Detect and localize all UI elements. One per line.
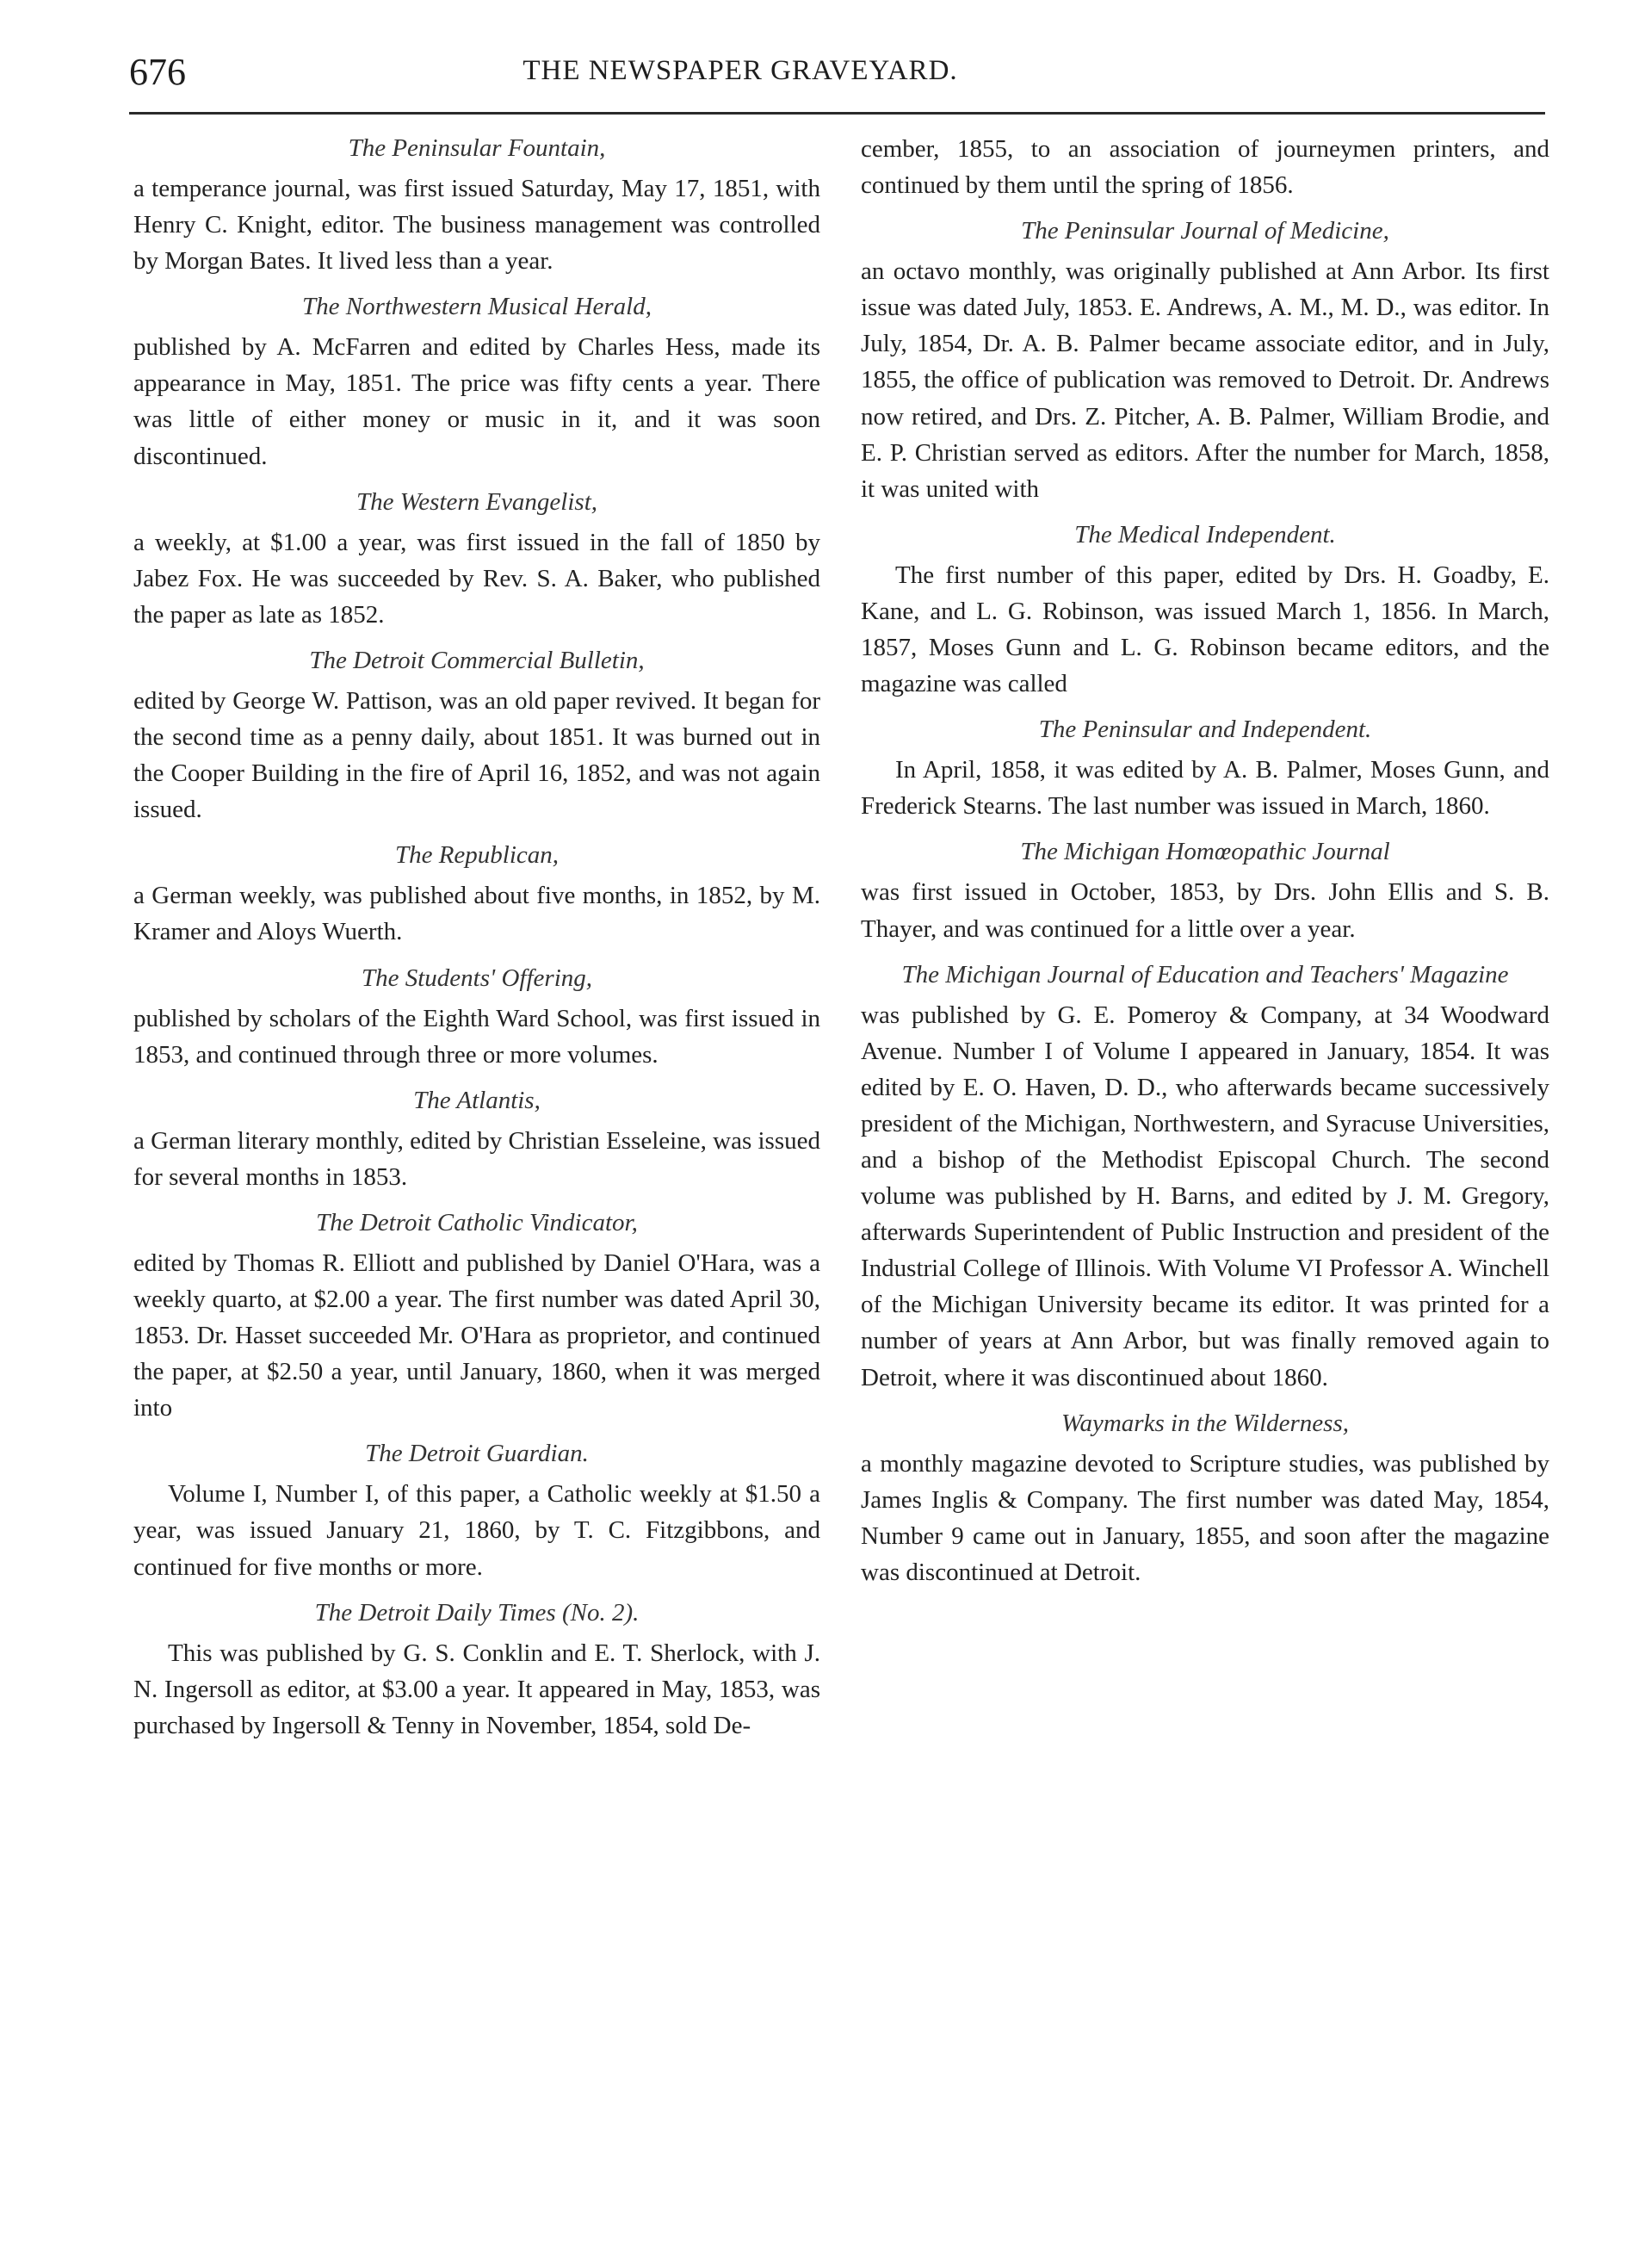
entry-peninsular-fountain [133,131,820,279]
entry-continuation [861,131,1549,203]
entry-body: Volume I, Number I, of this paper, a Catholic weekly at $1.50 a year, was issued January 21, 1860, by T. C. Fitzgibbons, and continued for five months or more. [133,1480,820,1581]
entry-michigan-homoeopathic-journal [861,834,1549,946]
entry-title: The Michigan Journal of Education and Teachers' Magazine [901,960,1509,988]
entry-title: Waymarks in the Wilderness, [1060,1409,1349,1437]
left-column [133,131,820,1754]
entry-peninsular-and-independent [861,712,1549,824]
entry-body: a weekly, at $1.00 a year, was first issued in the fall of 1850 by Jabez Fox. He was succeeded by Rev. S. A. Baker, who published the paper as late as 1852. [133,528,820,629]
entry-medical-independent [861,517,1549,702]
entry-title: The Republican, [394,841,560,870]
entry-body: a monthly magazine devoted to Scripture studies, was published by James Inglis & Company. The first number was dated May, 1854, Number 9 came out in January, 1855, and soon after the magazine was discontinued at Detroit. [861,1449,1549,1586]
entry-body: a temperance journal, was first issued Saturday, May 17, 1851, with Henry C. Knight, editor. The business management was controlled by Morgan Bates. It lived less than a year. [133,175,820,276]
entry-body: This was published by G. S. Conklin and E. T. Sherlock, with J. N. Ingersoll as editor, at $3.00 a year. It appeared in May, 1853, was purchased by Ingersoll & Tenny in November, 1854, sold De- [133,1639,820,1739]
entry-peninsular-journal-of-medicine [861,214,1549,507]
entry-detroit-commercial-bulletin [133,643,820,827]
continuation-text: cember, 1855, to an association of journeymen printers, and continued by them until the spring of 1856. [861,135,1549,200]
entry-western-evangelist [133,485,820,633]
page-number: 676 [129,51,186,93]
entry-body: edited by George W. Pattison, was an old paper revived. It began for the second time as a penny daily, about 1851. It was burned out in the Cooper Building in the fire of April 16, 1852, and was not again issued. [133,686,820,824]
entry-body: a German weekly, was published about five months, in 1852, by M. Kramer and Aloys Wuerth. [133,882,820,946]
entry-waymarks-in-the-wilderness [861,1406,1549,1590]
entry-body: a German literary monthly, edited by Christian Esseleine, was issued for several months in 1853. [133,1126,820,1191]
entry-body: an octavo monthly, was originally published at Ann Arbor. Its first issue was dated July, 1853. E. Andrews, A. M., M. D., was editor. In July, 1854, Dr. A. B. Palmer became associate editor, and in July, 1855, the office of publication was removed to Detroit. Dr. Andrews now retired, and Drs. Z. Pitcher, A. B. Palmer, William Brodie, and E. P. Christian served as editors. After the number for March, 1858, it was united with [861,257,1549,503]
entry-detroit-daily-times [133,1596,820,1744]
entry-title: The Medical Independent. [1074,520,1336,548]
entry-title: The Students' Offering, [362,964,592,992]
entry-title: The Atlantis, [413,1086,541,1114]
entry-students-offering [133,961,820,1073]
entry-title: The Detroit Catholic Vindicator, [316,1208,638,1236]
entry-atlantis [133,1083,820,1195]
entry-body: edited by Thomas R. Elliott and published by Daniel O'Hara, was a weekly quarto, at $2.00 a year. The first number was dated April 30, 1853. Dr. Hasset succeeded Mr. O'Hara as proprietor, and continued the paper, at $2.50 a year, until January, 1860, when it was merged into [133,1249,820,1422]
entry-title: The Peninsular Journal of Medicine, [1021,217,1389,245]
entry-detroit-catholic-vindicator [133,1205,820,1426]
entry-body: published by A. McFarren and edited by Charles Hess, made its appearance in May, 1851. The price was fifty cents a year. There was little of either money or music in it, and it was soon discontinued. [133,333,820,470]
entry-title: The Detroit Guardian. [365,1440,589,1468]
entry-title: The Detroit Daily Times (No. 2). [314,1598,640,1627]
entry-michigan-journal-of-education [861,957,1549,1396]
running-head: THE NEWSPAPER GRAVEYARD. [523,55,958,86]
entry-title: The Peninsular Fountain, [348,134,606,162]
entry-title: The Detroit Commercial Bulletin, [309,646,645,674]
entry-body: was first issued in October, 1853, by Drs. John Ellis and S. B. Thayer, and was continued for a little over a year. [861,878,1549,943]
entry-title: The Western Evangelist, [356,487,598,516]
entry-body: published by scholars of the Eighth Ward School, was first issued in 1853, and continued through three or more volumes. [133,1004,820,1069]
entry-title: The Peninsular and Independent. [1038,716,1372,744]
entry-body: was published by G. E. Pomeroy & Company, at 34 Woodward Avenue. Number I of Volume I appeared in January, 1854. It was edited by E. O. Haven, D. D., who afterwards became successively president of the Michigan, Northwestern, and Syracuse Universities, and a bishop of the Methodist Episcopal Church. The second volume was published by H. Barns, and edited by J. M. Gregory, afterwards Superintendent of Public Instruction and president of the Industrial College of Illinois. With Volume VI Professor A. Winchell of the Michigan University became its editor. It was printed for a number of years at Ann Arbor, but was finally removed again to Detroit, where it was discontinued about 1860. [861,1001,1549,1391]
entry-body: In April, 1858, it was edited by A. B. Palmer, Moses Gunn, and Frederick Stearns. The last number was issued in March, 1860. [861,756,1549,821]
entry-body: The first number of this paper, edited by Drs. H. Goadby, E. Kane, and L. G. Robinson, was issued March 1, 1856. In March, 1857, Moses Gunn and L. G. Robinson became editors, and the magazine was called [861,561,1549,698]
entry-republican [133,838,820,950]
header-rule [129,112,1545,115]
entry-title: The Michigan Homœopathic Journal [1020,838,1390,866]
entry-title: The Northwestern Musical Herald, [302,293,652,321]
page-header [129,50,1558,105]
right-column [861,131,1549,1601]
entry-detroit-guardian [133,1436,820,1584]
entry-northwestern-musical-herald [133,289,820,474]
